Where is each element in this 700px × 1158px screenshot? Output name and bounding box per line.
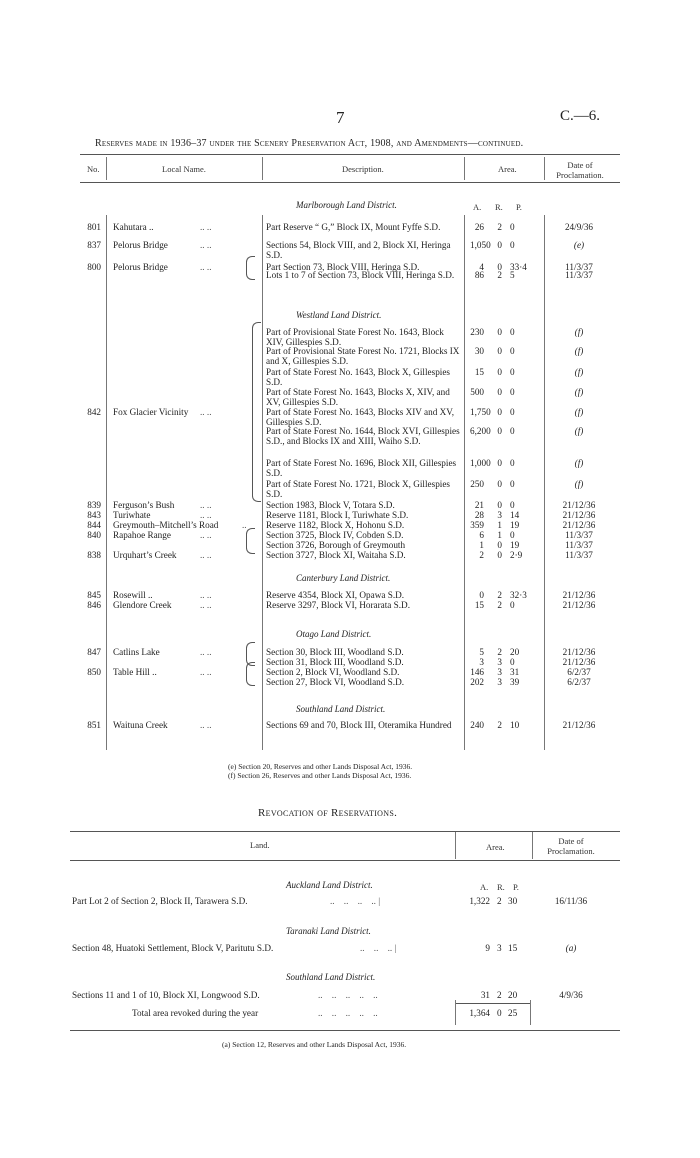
- proclamation-date: 21/12/36: [562, 600, 596, 610]
- leader-dots: .. ..: [200, 262, 212, 272]
- local-name: Turiwhate: [113, 510, 151, 520]
- area-roods: 0: [497, 550, 502, 560]
- proclamation-date: 6/2/37: [567, 677, 591, 687]
- reserve-number: 837: [87, 240, 101, 250]
- leader-dots: .. ..: [200, 222, 212, 232]
- area-roods: 3: [497, 510, 502, 520]
- reserve-number: 838: [87, 550, 101, 560]
- col-rule: [106, 644, 107, 686]
- rev-p: 30: [508, 896, 518, 906]
- rev-date: 4/9/36: [559, 990, 583, 1000]
- reserve-number: 844: [87, 520, 101, 530]
- description: Part of Provisional State Forest No. 1643, Block XIV, Gillespies S.D.: [266, 327, 444, 347]
- area-acres: 0: [479, 590, 484, 600]
- area-roods: 0: [497, 407, 502, 417]
- col-rule: [106, 718, 107, 750]
- description: Section 2, Block VI, Woodland S.D.: [266, 667, 400, 677]
- area-perches: 0: [510, 458, 515, 468]
- description: Section 3726, Borough of Greymouth: [266, 540, 406, 550]
- col-rule: [464, 644, 465, 686]
- leader-dots: .. ..: [200, 550, 212, 560]
- description: Section 27, Block VI, Woodland S.D.: [266, 677, 405, 687]
- col-rule: [464, 157, 465, 180]
- rev-p: 20: [508, 990, 518, 1000]
- proclamation-date: 21/12/36: [562, 720, 596, 730]
- col-rule: [106, 586, 107, 616]
- reserve-number: 851: [87, 720, 101, 730]
- proclamation-date: 21/12/36: [562, 657, 596, 667]
- reserve-number: 800: [87, 262, 101, 272]
- total-label: Total area revoked during the year: [132, 1008, 259, 1018]
- description: Reserve 1182, Block X, Hohonu S.D.: [266, 520, 405, 530]
- proclamation-date: 11/3/37: [565, 530, 593, 540]
- area-acres: 21: [474, 500, 484, 510]
- col-local-name: Local Name.: [162, 164, 206, 174]
- leader-dots: .. .. .. .. |: [330, 896, 381, 906]
- description: Part of State Forest No. 1643, Blocks XIV and XV, Gillespies S.D.: [266, 407, 454, 427]
- leader-dots: .. ..: [200, 720, 212, 730]
- rev-p: 15: [508, 943, 518, 953]
- area-roods: 0: [497, 458, 502, 468]
- area-roods: 0: [497, 500, 502, 510]
- rev-date: (a): [565, 943, 577, 953]
- description: Section 30, Block III, Woodland S.D.: [266, 647, 404, 657]
- proclamation-date: (f): [574, 327, 584, 337]
- area-roods: 0: [497, 367, 502, 377]
- description: Reserve 1181, Block I, Turiwhate S.D.: [266, 510, 409, 520]
- rev-a: 9: [485, 943, 490, 953]
- reserve-number: 842: [87, 407, 101, 417]
- local-name: Rosewill ..: [113, 590, 153, 600]
- leader-dots: .. ..: [200, 647, 212, 657]
- proclamation-date: (f): [574, 407, 584, 417]
- rev-district-name: Southland Land District.: [286, 972, 376, 982]
- district-name: Canterbury Land District.: [296, 573, 391, 583]
- brace-bracket: [252, 322, 261, 502]
- area-roods: 0: [497, 387, 502, 397]
- proclamation-date: 21/12/36: [562, 510, 596, 520]
- revocation-title-text: Revocation of Reservations.: [258, 807, 398, 819]
- leader-dots: .. .. .. .. ..: [318, 990, 378, 1000]
- total-p: 25: [508, 1008, 518, 1018]
- area-roods: 0: [497, 262, 502, 272]
- brace-bracket: [246, 662, 255, 686]
- title-text: Reserves made in 1936–37 under the Scenery Preservation Act, 1908, and Amendments—continued.: [95, 138, 524, 149]
- area-acres: 3: [479, 657, 484, 667]
- area-roods: 1: [497, 520, 502, 530]
- area-roods: 2: [497, 222, 502, 232]
- reserve-number: 801: [87, 222, 101, 232]
- col-no: No.: [87, 164, 100, 174]
- proclamation-date: 21/12/36: [562, 647, 596, 657]
- description: Sections 69 and 70, Block III, Oteramika Hundred: [266, 720, 452, 730]
- description: Part of Provisional State Forest No. 1721, Blocks IX and X, Gillespies S.D.: [266, 346, 460, 366]
- area-roods: 3: [497, 667, 502, 677]
- col-rev-date: Date of Proclamation.: [547, 836, 595, 856]
- proclamation-date: (f): [574, 346, 584, 356]
- reserve-number: 846: [87, 600, 101, 610]
- local-name: Pelorus Bridge: [113, 240, 168, 250]
- leader-dots: .. ..: [200, 240, 212, 250]
- area-acres: 6,200: [470, 426, 491, 436]
- revocation-bottom-rule: [70, 1030, 620, 1031]
- area-roods: 0: [497, 426, 502, 436]
- proclamation-date: 24/9/36: [564, 222, 594, 232]
- area-acres: 2: [479, 550, 484, 560]
- total-rule: [455, 1003, 530, 1004]
- leader-dots: .. .. .. |: [360, 943, 397, 953]
- reserve-number: 850: [87, 667, 101, 677]
- col-rule: [455, 832, 456, 859]
- col-rule: [464, 586, 465, 616]
- area-roods: 0: [497, 327, 502, 337]
- rev-a: 31: [480, 990, 490, 1000]
- col-rule: [262, 644, 263, 686]
- area-roods: 0: [497, 240, 502, 250]
- col-rule: [544, 157, 545, 180]
- total-r: 0: [497, 1008, 502, 1018]
- area-acres: 15: [474, 600, 484, 610]
- proclamation-date: 11/3/37: [565, 540, 593, 550]
- description: Section 3727, Block XI, Waitaha S.D.: [266, 550, 406, 560]
- footnote-f: (f) Section 26, Reserves and other Lands Disposal Act, 1936.: [228, 771, 412, 780]
- area-perches: 0: [510, 479, 515, 489]
- description: Sections 54, Block VIII, and 2, Block XI, Heringa S.D.: [266, 240, 451, 260]
- col-rule: [262, 157, 263, 180]
- leader-dots: .. ..: [200, 500, 212, 510]
- area-roods: 3: [497, 657, 502, 667]
- footnote-e: (e) Section 20, Reserves and other Lands Disposal Act, 1936.: [228, 762, 413, 771]
- proclamation-date: (f): [574, 367, 584, 377]
- col-rule: [106, 157, 107, 180]
- reserve-number: 847: [87, 647, 101, 657]
- area-perches: 39: [510, 677, 520, 687]
- area-acres: 26: [474, 222, 484, 232]
- area-acres: 86: [474, 270, 484, 280]
- area-acres: 4: [479, 262, 484, 272]
- district-name: Westland Land District.: [296, 310, 382, 320]
- area-acres: 1,050: [470, 240, 491, 250]
- proclamation-date: 11/3/37: [565, 270, 593, 280]
- area-perches: 0: [510, 346, 515, 356]
- proclamation-date: 6/2/37: [567, 667, 591, 677]
- col-rule: [464, 718, 465, 750]
- description: Part of State Forest No. 1721, Block X, Gillespies S.D.: [266, 479, 450, 499]
- local-name: Waituna Creek: [113, 720, 168, 730]
- reserve-number: 843: [87, 510, 101, 520]
- area-perches: 32·3: [510, 590, 527, 600]
- col-rule: [455, 1000, 456, 1025]
- revocation-title: [258, 807, 397, 819]
- area-perches: 19: [510, 540, 520, 550]
- col-rule: [262, 718, 263, 750]
- local-name: Catlins Lake: [113, 647, 160, 657]
- table-top-rule: [80, 154, 620, 155]
- area-roods: 2: [497, 270, 502, 280]
- local-name: Glendore Creek: [113, 600, 172, 610]
- area-unit-p: P.: [516, 202, 522, 212]
- description: Part Reserve “ G,” Block IX, Mount Fyffe S.D.: [266, 222, 441, 232]
- col-rule: [262, 586, 263, 616]
- leader-dots: .. ..: [200, 590, 212, 600]
- reserve-number: 845: [87, 590, 101, 600]
- area-roods: 0: [497, 540, 502, 550]
- area-roods: 0: [497, 346, 502, 356]
- description: Part of State Forest No. 1644, Block XVI, Gillespies S.D., and Blocks IX and XIII, Waiho S.D.: [266, 426, 460, 446]
- col-rev-area: Area.: [486, 842, 505, 852]
- area-perches: 10: [510, 720, 520, 730]
- local-name: Rapahoe Range: [113, 530, 171, 540]
- description: Lots 1 to 7 of Section 73, Block VIII, Heringa S.D.: [266, 270, 455, 280]
- local-name: Kahutara ..: [113, 222, 154, 232]
- area-perches: 0: [510, 600, 515, 610]
- area-roods: 2: [497, 720, 502, 730]
- area-perches: 0: [510, 387, 515, 397]
- area-acres: 6: [479, 530, 484, 540]
- leader-dots: ..: [242, 520, 247, 530]
- rev-district-name: Auckland Land District.: [286, 880, 373, 890]
- table-header-rule: [80, 182, 620, 183]
- area-perches: 0: [510, 500, 515, 510]
- footnote-a: (a) Section 12, Reserves and other Lands Disposal Act, 1936.: [222, 1040, 407, 1049]
- col-date: Date of Proclamation.: [556, 160, 604, 180]
- area-acres: 30: [474, 346, 484, 356]
- area-perches: 0: [510, 407, 515, 417]
- col-land: Land.: [250, 840, 270, 850]
- rev-a: 1,322: [469, 896, 490, 906]
- col-area: Area.: [498, 164, 517, 174]
- proclamation-date: (e): [573, 240, 585, 250]
- rev-r: 3: [497, 943, 502, 953]
- area-perches: 2·9: [510, 550, 523, 560]
- reserve-number: 839: [87, 500, 101, 510]
- area-acres: 1: [479, 540, 484, 550]
- proclamation-date: 11/3/37: [565, 550, 593, 560]
- area-roods: 2: [497, 647, 502, 657]
- rev-land: Section 48, Huatoki Settlement, Block V, Paritutu S.D.: [72, 943, 274, 953]
- proclamation-date: 21/12/36: [562, 500, 596, 510]
- leader-dots: .. ..: [200, 667, 212, 677]
- area-perches: 0: [510, 222, 515, 232]
- rev-land: Part Lot 2 of Section 2, Block II, Tarawera S.D.: [72, 896, 248, 906]
- description: Reserve 3297, Block VI, Horarata S.D.: [266, 600, 410, 610]
- local-name: Urquhart’s Creek: [113, 550, 177, 560]
- page-title: [95, 138, 523, 149]
- col-rule: [544, 718, 545, 750]
- area-perches: 20: [510, 647, 520, 657]
- area-acres: 500: [470, 387, 484, 397]
- proclamation-date: 21/12/36: [562, 520, 596, 530]
- rev-unit-r: R.: [497, 882, 505, 892]
- leader-dots: .. ..: [200, 510, 212, 520]
- area-acres: 230: [470, 327, 484, 337]
- area-acres: 250: [470, 479, 484, 489]
- total-a: 1,364: [469, 1008, 490, 1018]
- area-perches: 5: [510, 270, 515, 280]
- session-reference: C.—6.: [560, 108, 601, 124]
- area-roods: 3: [497, 677, 502, 687]
- col-rule: [544, 586, 545, 616]
- col-rule: [544, 644, 545, 686]
- rev-r: 2: [497, 896, 502, 906]
- area-roods: 0: [497, 479, 502, 489]
- area-acres: 1,000: [470, 458, 491, 468]
- area-perches: 14: [510, 510, 520, 520]
- district-name: Southland Land District.: [296, 704, 386, 714]
- description: Part Section 73, Block VIII, Heringa S.D.: [266, 262, 420, 272]
- col-rule: [530, 1000, 531, 1025]
- revocation-top-rule: [70, 831, 620, 832]
- rev-unit-p: P.: [513, 882, 519, 892]
- area-perches: 33·4: [510, 262, 527, 272]
- area-acres: 5: [479, 647, 484, 657]
- area-acres: 146: [470, 667, 484, 677]
- rev-unit-a: A.: [480, 882, 489, 892]
- area-perches: 19: [510, 520, 520, 530]
- area-roods: 2: [497, 590, 502, 600]
- area-acres: 240: [470, 720, 484, 730]
- description: Part of State Forest No. 1643, Blocks X, XIV, and XV, Gillespies S.D.: [266, 387, 450, 407]
- description: Part of State Forest No. 1696, Block XII, Gillespies S.D.: [266, 458, 457, 478]
- area-unit-r: R.: [495, 202, 503, 212]
- rev-land: Sections 11 and 1 of 10, Block XI, Longwood S.D.: [72, 990, 260, 1000]
- leader-dots: .. ..: [200, 600, 212, 610]
- area-perches: 31: [510, 667, 520, 677]
- area-unit-a: A.: [473, 202, 482, 212]
- leader-dots: .. .. .. .. ..: [318, 1008, 378, 1018]
- rev-district-name: Taranaki Land District.: [286, 926, 371, 936]
- area-roods: 1: [497, 530, 502, 540]
- area-perches: 0: [510, 240, 515, 250]
- proclamation-date: 11/3/37: [565, 262, 593, 272]
- leader-dots: .. ..: [200, 407, 212, 417]
- proclamation-date: (f): [574, 426, 584, 436]
- description: Section 3725, Block IV, Cobden S.D.: [266, 530, 404, 540]
- area-perches: 0: [510, 530, 515, 540]
- rev-r: 2: [497, 990, 502, 1000]
- district-name: Otago Land District.: [296, 629, 372, 639]
- area-perches: 0: [510, 327, 515, 337]
- proclamation-date: (f): [574, 479, 584, 489]
- local-name: Fox Glacier Vicinity: [113, 407, 189, 417]
- reserve-number: 840: [87, 530, 101, 540]
- rev-date: 16/11/36: [554, 896, 588, 906]
- area-acres: 1,750: [470, 407, 491, 417]
- area-acres: 202: [470, 677, 484, 687]
- col-description: Description.: [342, 164, 384, 174]
- area-acres: 28: [474, 510, 484, 520]
- area-roods: 2: [497, 600, 502, 610]
- local-name: Table Hill ..: [113, 667, 157, 677]
- proclamation-date: (f): [574, 387, 584, 397]
- proclamation-date: (f): [574, 458, 584, 468]
- description: Section 1983, Block V, Totara S.D.: [266, 500, 395, 510]
- local-name: Ferguson’s Bush: [113, 500, 175, 510]
- col-rule: [532, 832, 533, 859]
- area-acres: 359: [470, 520, 484, 530]
- page-number: 7: [336, 108, 345, 127]
- proclamation-date: 21/12/36: [562, 590, 596, 600]
- local-name: Pelorus Bridge: [113, 262, 168, 272]
- district-name: Marlborough Land District.: [296, 200, 397, 210]
- description: Section 31, Block III, Woodland S.D.: [266, 657, 404, 667]
- area-perches: 0: [510, 657, 515, 667]
- brace-bracket: [246, 528, 255, 554]
- revocation-header-rule: [70, 860, 620, 861]
- leader-dots: .. ..: [200, 530, 212, 540]
- area-perches: 0: [510, 426, 515, 436]
- brace-bracket: [246, 256, 255, 280]
- area-perches: 0: [510, 367, 515, 377]
- description: Reserve 4354, Block XI, Opawa S.D.: [266, 590, 405, 600]
- area-acres: 15: [474, 367, 484, 377]
- local-name: Greymouth–Mitchell’s Road: [113, 520, 219, 530]
- description: Part of State Forest No. 1643, Block X, Gillespies S.D.: [266, 367, 450, 387]
